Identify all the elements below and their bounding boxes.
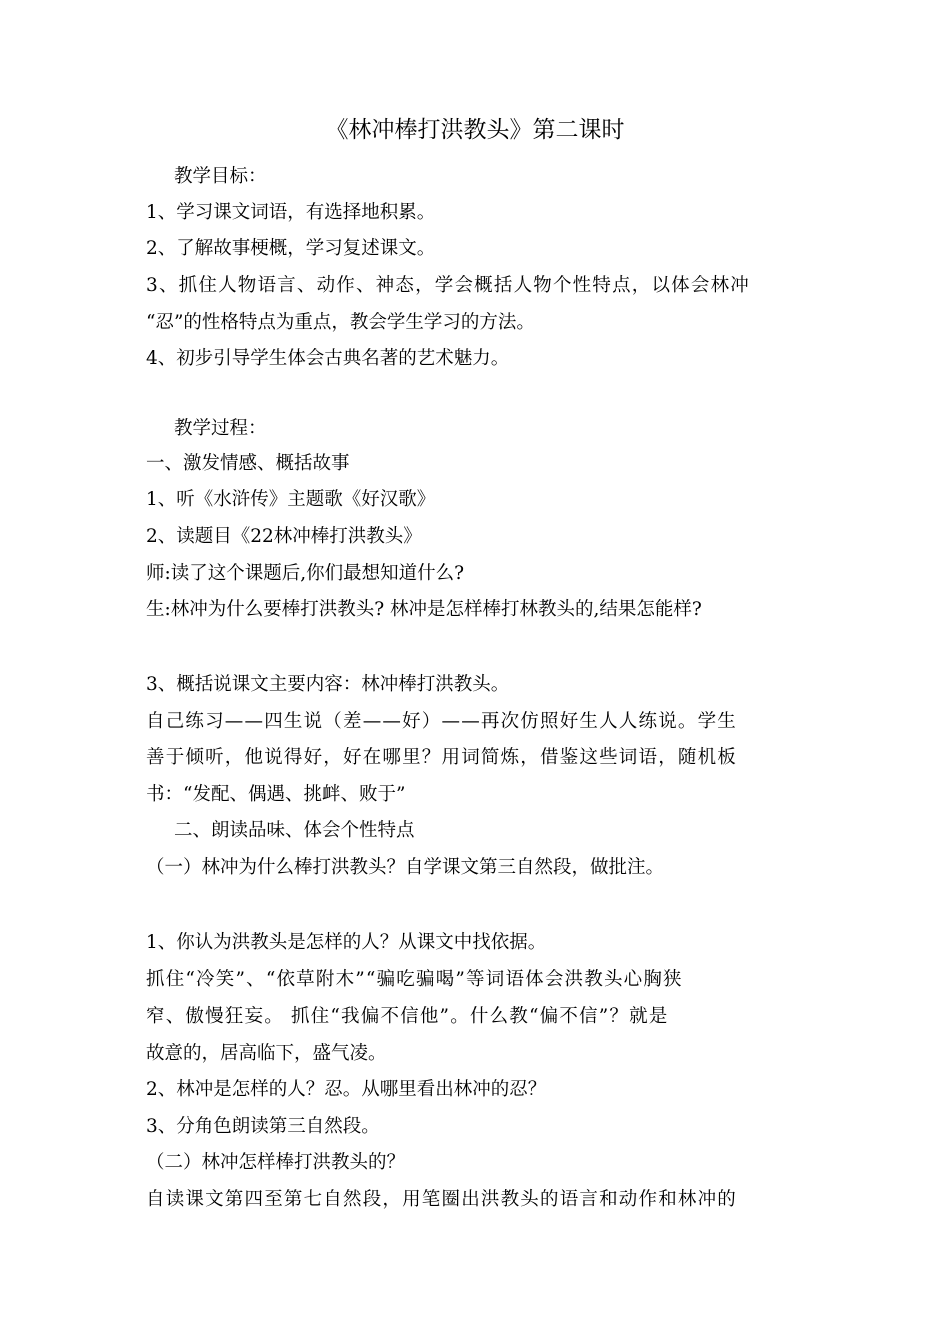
- paragraph-line: 3、概括说课文主要内容：林冲棒打洪教头。: [146, 674, 510, 695]
- paragraph-line: 故意的，居高临下，盛气凌。: [146, 1043, 387, 1064]
- paragraph-line: 2、了解故事梗概，学习复述课文。: [146, 238, 436, 259]
- paragraph-line: 抓住“冷笑”、“依草附木”“骗吃骗喝”等词语体会洪教头心胸狭: [146, 969, 683, 990]
- paragraph-line: 生:林冲为什么要棒打洪教头? 林冲是怎样棒打林教头的,结果怎能样?: [146, 599, 702, 620]
- paragraph-line: 窄、傲慢狂妄。 抓住“我偏不信他”。什么教“偏不信”？就是: [146, 1006, 669, 1027]
- paragraph-line: 善于倾听，他说得好，好在哪里？用词简炼，借鉴这些词语，随机板: [146, 747, 738, 768]
- paragraph-line: 书：“发配、偶遇、挑衅、败于”: [146, 784, 406, 805]
- paragraph-line: 自己练习——四生说（差——好）——再次仿照好生人人练说。学生: [146, 711, 738, 732]
- paragraph-line: 1、学习课文词语，有选择地积累。: [146, 202, 436, 223]
- paragraph-line: 2、林冲是怎样的人？忍。从哪里看出林冲的忍？: [146, 1079, 547, 1100]
- paragraph-line: “忍”的性格特点为重点，教会学生学习的方法。: [146, 312, 535, 333]
- paragraph-line: 师:读了这个课题后,你们最想知道什么?: [146, 563, 465, 584]
- paragraph-line: 一、激发情感、概括故事: [146, 453, 350, 474]
- paragraph-line: 4、初步引导学生体会古典名著的艺术魅力。: [146, 348, 510, 369]
- paragraph-line: 3、抓住人物语言、动作、神态，学会概括人物个性特点，以体会林冲: [146, 275, 750, 296]
- paragraph-line: （二）林冲怎样棒打洪教头的？: [146, 1152, 406, 1173]
- document-title: 《林冲棒打洪教头》第二课时: [325, 117, 625, 143]
- paragraph-line: 自读课文第四至第七自然段，用笔圈出洪教头的语言和动作和林冲的: [146, 1189, 738, 1210]
- paragraph-line: 1、听《水浒传》主题歌《好汉歌》: [146, 489, 436, 510]
- section-heading-process: 教学过程：: [174, 418, 267, 439]
- section-heading-reading: 二、朗读品味、体会个性特点: [174, 820, 415, 841]
- section-heading-goals: 教学目标：: [174, 166, 267, 187]
- paragraph-line: 2、读题目《22林冲棒打洪教头》: [146, 526, 422, 547]
- paragraph-line: 1、你认为洪教头是怎样的人？从课文中找依据。: [146, 932, 547, 953]
- paragraph-line: （一）林冲为什么棒打洪教头？自学课文第三自然段，做批注。: [146, 857, 665, 878]
- paragraph-line: 3、分角色朗读第三自然段。: [146, 1116, 380, 1137]
